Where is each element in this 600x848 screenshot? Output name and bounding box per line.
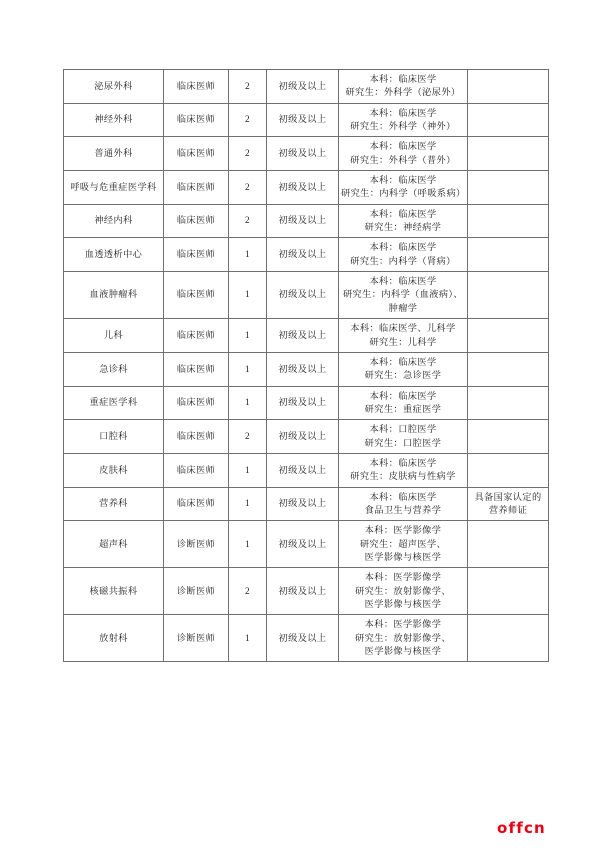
post-cell: 临床医师	[164, 103, 229, 137]
major-cell-line: 研究生：外科学（普外）	[350, 154, 456, 165]
title-cell: 初级及以上	[267, 615, 339, 662]
title-cell: 初级及以上	[267, 352, 339, 386]
post-cell: 临床医师	[164, 319, 229, 353]
count-cell: 1	[229, 352, 267, 386]
major-cell	[339, 386, 468, 420]
other-cell-line: 具备国家认定的	[474, 491, 542, 502]
post-cell: 诊断医师	[164, 521, 229, 568]
major-cell-line: 食品卫生与营养学	[364, 504, 442, 515]
major-cell-line: 研究生：儿科学	[369, 336, 437, 347]
table-body	[64, 70, 549, 662]
post-cell: 临床医师	[164, 453, 229, 487]
other-cell-line: 营养师证	[488, 504, 528, 515]
count-cell: 2	[229, 420, 267, 454]
post-cell: 临床医师	[164, 204, 229, 238]
major-cell-line: 研究生：内科学（呼吸系病）	[341, 188, 466, 199]
post-cell: 诊断医师	[164, 615, 229, 662]
department-cell: 普通外科	[64, 137, 164, 171]
department-cell: 儿科	[64, 319, 164, 353]
major-cell	[339, 238, 468, 272]
post-cell: 诊断医师	[164, 568, 229, 615]
major-cell-line: 本科：临床医学、儿科学	[350, 323, 456, 334]
major-cell	[339, 319, 468, 353]
other-cell	[468, 103, 549, 137]
major-cell-line: 本科：临床医学	[369, 390, 437, 401]
other-cell	[468, 137, 549, 171]
post-cell: 临床医师	[164, 352, 229, 386]
major-cell-line: 本科：临床医学	[369, 107, 437, 118]
title-cell: 初级及以上	[267, 386, 339, 420]
table-row	[64, 453, 549, 487]
table-row	[64, 352, 549, 386]
major-cell-line: 研究生：超声医学、	[359, 538, 447, 549]
major-cell-line: 研究生：外科学（神外）	[350, 121, 456, 132]
major-cell	[339, 272, 468, 319]
title-cell: 初级及以上	[267, 453, 339, 487]
major-cell-line: 本科：临床医学	[369, 175, 437, 186]
major-cell	[339, 521, 468, 568]
other-cell	[468, 272, 549, 319]
major-cell	[339, 204, 468, 238]
count-cell: 1	[229, 238, 267, 272]
other-cell	[468, 386, 549, 420]
department-cell: 神经内科	[64, 204, 164, 238]
major-cell-line: 本科：临床医学	[369, 208, 437, 219]
major-cell-line: 本科：医学影像学	[364, 619, 442, 630]
count-cell: 2	[229, 137, 267, 171]
post-cell: 临床医师	[164, 171, 229, 205]
other-cell	[468, 568, 549, 615]
major-cell-line: 研究生：口腔医学	[364, 437, 442, 448]
major-cell-line: 医学影像与核医学	[364, 646, 442, 657]
table-row	[64, 70, 549, 104]
department-cell: 急诊科	[64, 352, 164, 386]
title-cell: 初级及以上	[267, 204, 339, 238]
count-cell: 2	[229, 204, 267, 238]
major-cell	[339, 615, 468, 662]
title-cell: 初级及以上	[267, 521, 339, 568]
major-cell-line: 肿瘤学	[388, 302, 418, 313]
count-cell: 2	[229, 568, 267, 615]
count-cell: 2	[229, 171, 267, 205]
department-cell: 皮肤科	[64, 453, 164, 487]
other-cell	[468, 615, 549, 662]
table-row	[64, 386, 549, 420]
count-cell: 2	[229, 103, 267, 137]
major-cell-line: 本科：临床医学	[369, 457, 437, 468]
count-cell: 2	[229, 70, 267, 104]
department-cell: 口腔科	[64, 420, 164, 454]
table-row	[64, 272, 549, 319]
offcn-watermark: offcn	[497, 819, 546, 837]
count-cell: 1	[229, 487, 267, 521]
department-cell: 泌尿外科	[64, 70, 164, 104]
major-cell-line: 本科：医学影像学	[364, 572, 442, 583]
title-cell: 初级及以上	[267, 137, 339, 171]
table-row	[64, 171, 549, 205]
title-cell: 初级及以上	[267, 420, 339, 454]
title-cell: 初级及以上	[267, 70, 339, 104]
post-cell: 临床医师	[164, 272, 229, 319]
department-cell: 放射科	[64, 615, 164, 662]
major-cell	[339, 70, 468, 104]
department-cell: 重症医学科	[64, 386, 164, 420]
department-cell: 营养科	[64, 487, 164, 521]
department-cell: 超声科	[64, 521, 164, 568]
major-cell-line: 研究生：急诊医学	[364, 370, 442, 381]
major-cell-line: 研究生：重症医学	[364, 403, 442, 414]
major-cell-line: 本科：口腔医学	[369, 424, 437, 435]
other-cell	[468, 487, 549, 521]
table-row	[64, 521, 549, 568]
count-cell: 1	[229, 453, 267, 487]
major-cell-line: 本科：临床医学	[369, 74, 437, 84]
department-cell: 核磁共振科	[64, 568, 164, 615]
other-cell	[468, 238, 549, 272]
post-cell: 临床医师	[164, 137, 229, 171]
count-cell: 1	[229, 272, 267, 319]
title-cell: 初级及以上	[267, 568, 339, 615]
other-cell	[468, 453, 549, 487]
count-cell: 1	[229, 386, 267, 420]
major-cell-line: 研究生：放射影像学、	[355, 585, 451, 596]
major-cell-line: 研究生：内科学（肾病）	[350, 255, 456, 266]
major-cell-line: 研究生：神经病学	[364, 222, 442, 233]
major-cell-line: 本科：临床医学	[369, 356, 437, 367]
department-cell: 血透透析中心	[64, 238, 164, 272]
major-cell-line: 本科：医学影像学	[364, 525, 442, 536]
table-row	[64, 204, 549, 238]
table-row	[64, 615, 549, 662]
title-cell: 初级及以上	[267, 171, 339, 205]
count-cell: 1	[229, 521, 267, 568]
other-cell	[468, 352, 549, 386]
recruitment-table	[63, 69, 549, 662]
major-cell-line: 研究生：外科学（泌尿外）	[345, 87, 461, 98]
department-cell: 神经外科	[64, 103, 164, 137]
department-cell: 血液肿瘤科	[64, 272, 164, 319]
other-cell	[468, 204, 549, 238]
post-cell: 临床医师	[164, 420, 229, 454]
post-cell: 临床医师	[164, 487, 229, 521]
major-cell-line: 本科：临床医学	[369, 276, 437, 287]
other-cell	[468, 319, 549, 353]
table-row	[64, 487, 549, 521]
major-cell	[339, 487, 468, 521]
major-cell	[339, 137, 468, 171]
department-cell: 呼吸与危重症医学科	[64, 171, 164, 205]
other-cell	[468, 171, 549, 205]
count-cell: 1	[229, 615, 267, 662]
major-cell	[339, 171, 468, 205]
other-cell	[468, 521, 549, 568]
table-row	[64, 238, 549, 272]
major-cell	[339, 420, 468, 454]
major-cell-line: 研究生：放射影像学、	[355, 632, 451, 643]
table-row	[64, 319, 549, 353]
major-cell-line: 医学影像与核医学	[364, 599, 442, 609]
major-cell	[339, 453, 468, 487]
other-cell	[468, 70, 549, 104]
major-cell	[339, 568, 468, 615]
major-cell-line: 研究生：内科学（血液病）、	[342, 289, 464, 300]
table-row	[64, 568, 549, 615]
major-cell	[339, 352, 468, 386]
title-cell: 初级及以上	[267, 238, 339, 272]
major-cell	[339, 103, 468, 137]
post-cell: 临床医师	[164, 238, 229, 272]
major-cell-line: 研究生：皮肤病与性病学	[350, 471, 456, 482]
title-cell: 初级及以上	[267, 487, 339, 521]
table-row	[64, 420, 549, 454]
major-cell-line: 本科：临床医学	[369, 141, 437, 152]
major-cell-line: 本科：临床医学	[369, 242, 437, 253]
post-cell: 临床医师	[164, 386, 229, 420]
major-cell-line: 本科：临床医学	[369, 491, 437, 502]
title-cell: 初级及以上	[267, 319, 339, 353]
other-cell	[468, 420, 549, 454]
count-cell: 1	[229, 319, 267, 353]
title-cell: 初级及以上	[267, 272, 339, 319]
major-cell-line: 医学影像与核医学	[364, 551, 442, 562]
table-row	[64, 137, 549, 171]
post-cell: 临床医师	[164, 70, 229, 104]
table-row	[64, 103, 549, 137]
title-cell: 初级及以上	[267, 103, 339, 137]
